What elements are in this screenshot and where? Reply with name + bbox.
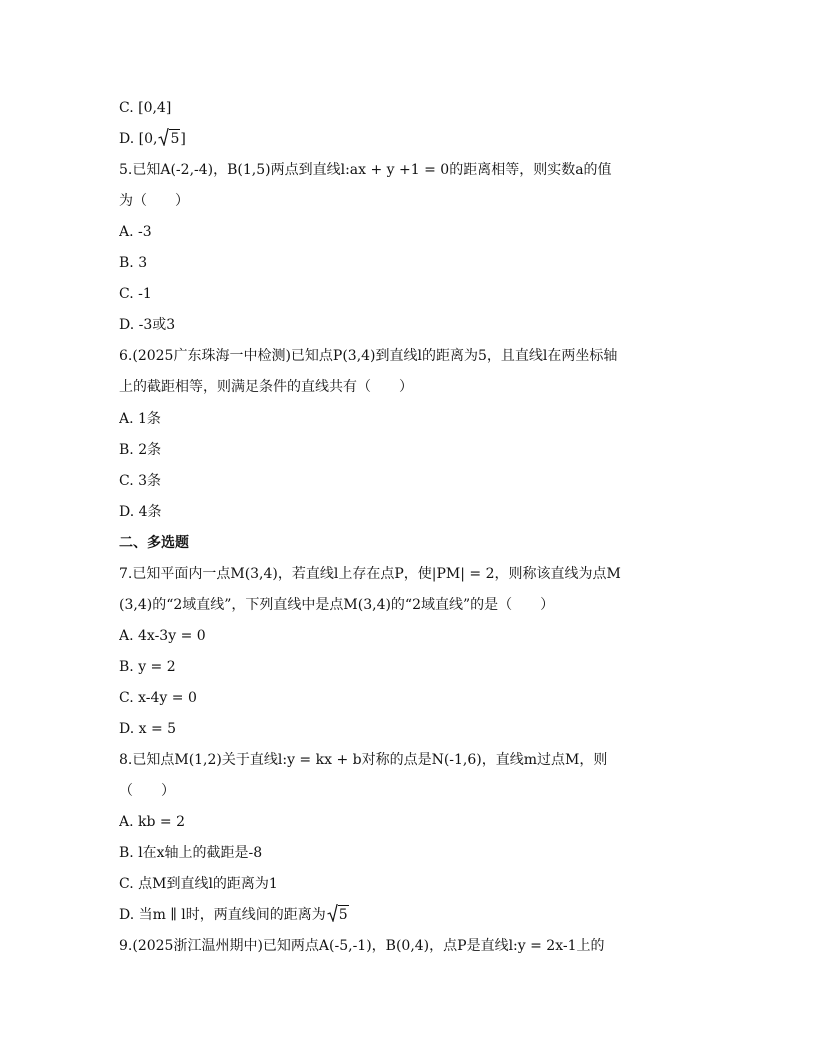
text-line [119,97,709,128]
text-line [119,128,709,159]
text-line [119,904,709,935]
line-text: C. -1 [119,286,152,302]
sqrt-radicand: 5 [338,907,348,923]
line-text: D. 4条 [119,504,162,520]
line-text: 6.(2025广东珠海一中检测)已知点P(3,4)到直线l的距离为5，且直线l在两坐标轴 [119,348,618,364]
line-text: C. x-4y = 0 [119,690,197,706]
text-line [119,221,709,252]
line-text: 5.已知A(-2,-4)，B(1,5)两点到直线l:ax + y +1 = 0的距离相等，则实数a的值 [119,162,612,178]
line-text: D. [0, [119,131,158,147]
line-text: D. -3或3 [119,317,176,333]
radical-sign-icon [327,904,338,922]
text-line [119,656,709,687]
sqrt-expression [158,128,180,150]
text-line [119,470,709,501]
line-text: B. 3 [119,255,148,271]
line-text: C. [0,4] [119,100,172,116]
text-line [119,563,709,594]
line-text: 8.已知点M(1,2)关于直线l:y = kx + b对称的点是N(-1,6)，直线m过点M，则 [119,752,608,768]
radical-sign-icon [158,128,169,146]
line-text: A. -3 [119,224,152,240]
line-text: 二、多选题 [119,535,189,551]
sqrt-radicand: 5 [170,131,180,147]
line-text: A. kb = 2 [119,814,185,830]
text-line [119,408,709,439]
line-text: B. l在x轴上的截距是-8 [119,845,263,861]
line-text: 7.已知平面内一点M(3,4)，若直线l上存在点P，使|PM| = 2，则称该直线为点M [119,566,621,582]
text-line [119,780,709,811]
line-text: A. 1条 [119,411,161,427]
text-line [119,594,709,625]
line-text: B. y = 2 [119,659,176,675]
line-text: 上的截距相等，则满足条件的直线共有（ ） [119,379,413,395]
text-line [119,625,709,656]
line-text: C. 点M到直线l的距离为1 [119,876,278,892]
line-text: B. 2条 [119,442,162,458]
text-line [119,345,709,376]
text-line [119,314,709,345]
text-line [119,252,709,283]
text-line [119,687,709,718]
section-heading [119,532,709,563]
line-text: D. x = 5 [119,721,177,737]
line-text: （ ） [119,783,175,799]
line-suffix: ] [180,131,186,147]
text-line [119,159,709,190]
text-line [119,501,709,532]
text-line [119,718,709,749]
text-line [119,439,709,470]
text-line [119,190,709,221]
line-text: (3,4)的“2域直线”，下列直线中是点M(3,4)的“2域直线”的是（ ） [119,597,555,613]
text-line [119,935,709,966]
text-line [119,749,709,780]
line-text: 为（ ） [119,193,189,209]
line-text: D. 当m ∥ l时，两直线间的距离为 [119,907,326,923]
text-line [119,376,709,407]
text-line [119,842,709,873]
line-text: C. 3条 [119,473,162,489]
line-text: A. 4x-3y = 0 [119,628,206,644]
line-text: 9.(2025浙江温州期中)已知两点A(-5,-1)，B(0,4)，点P是直线l:y = 2x-1上的 [119,938,605,954]
text-line [119,283,709,314]
text-line [119,811,709,842]
sqrt-expression [327,904,349,926]
text-line [119,873,709,904]
